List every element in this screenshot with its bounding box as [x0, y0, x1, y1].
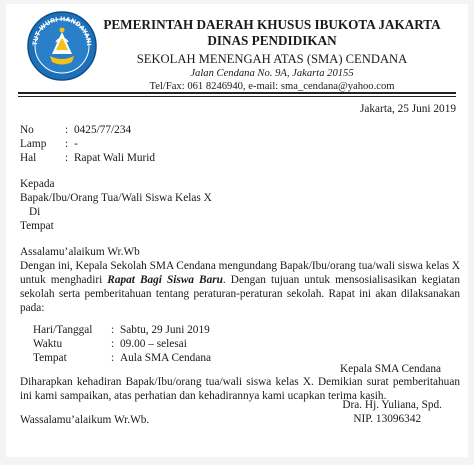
- tut-wuri-handayani-logo: [26, 10, 98, 82]
- letterhead-divider-thick: [18, 92, 456, 94]
- paragraph-closing-remarks: Diharapkan kehadiran Bapak/Ibu/orang tua/wali siswa kelas X. Demikian surat pemberitahuan ini kami sampaikan, atas perhatian dan kehadirannya kami ucapkan terima kasih.: [20, 376, 460, 402]
- schedule-row-time: Waktu : 09.00 – selesai: [33, 338, 187, 350]
- logo-text: TUT WURI HANDAYANI: [31, 15, 93, 46]
- letterhead: [102, 17, 442, 93]
- signatory-name: Dra. Hj. Yuliana, Spd.: [342, 399, 442, 411]
- letterhead-department: DINAS PENDIDIKAN: [207, 33, 337, 48]
- letter-meta: [20, 123, 460, 165]
- signature-block: [342, 398, 442, 426]
- meta-row-attachment: Lamp : -: [20, 138, 78, 150]
- closing-salutation: Wassalamu’alaikum Wr.Wb.: [20, 414, 150, 426]
- signature-title: Kepala SMA Cendana: [339, 363, 441, 375]
- meta-row-subject: Hal : Rapat Wali Murid: [20, 152, 156, 164]
- letterhead-divider-thin: [18, 96, 456, 97]
- event-name: Rapat Bagi Siswa Baru: [107, 274, 223, 286]
- schedule-row-day-date: Hari/Tanggal : Sabtu, 29 Juni 2019: [33, 324, 210, 336]
- letterhead-address: Jalan Cendana No. 9A, Jakarta 20155: [190, 68, 354, 79]
- letter-body: [20, 102, 460, 427]
- paragraph-invitation: Dengan ini, Kepala Sekolah SMA Cendana mengundang Bapak/Ibu/orang tua/wali siswa kelas X untuk menghadiri Rapat Bagi Siswa Baru. Dengan tujuan untuk mensosialisasikan kegiatan sekolah serta pemberitahuan tentang peraturan-peraturan sekolah. Rapat ini akan dilaksanakan pada:: [20, 260, 460, 314]
- schedule-block: [33, 323, 460, 365]
- letter-page: [6, 4, 468, 457]
- letter-date: Jakarta, 25 Juni 2019: [359, 103, 456, 115]
- letterhead-government: PEMERINTAH DAERAH KHUSUS IBUKOTA JAKARTA: [103, 17, 441, 32]
- letterhead-contact: Tel/Fax: 061 8246940, e-mail: sma_cendana@yahoo.com: [149, 81, 395, 92]
- recipient-block: Kepada Bapak/Ibu/Orang Tua/Wali Siswa Kelas X Di Tempat: [20, 178, 212, 232]
- schedule-row-place: Tempat : Aula SMA Cendana: [33, 352, 211, 364]
- signatory-nip: NIP. 13096342: [353, 413, 422, 425]
- meta-row-number: No : 0425/77/234: [20, 124, 132, 136]
- greeting: Assalamu’alaikum Wr.Wb: [20, 246, 140, 258]
- letterhead-school: SEKOLAH MENENGAH ATAS (SMA) CENDANA: [136, 52, 408, 66]
